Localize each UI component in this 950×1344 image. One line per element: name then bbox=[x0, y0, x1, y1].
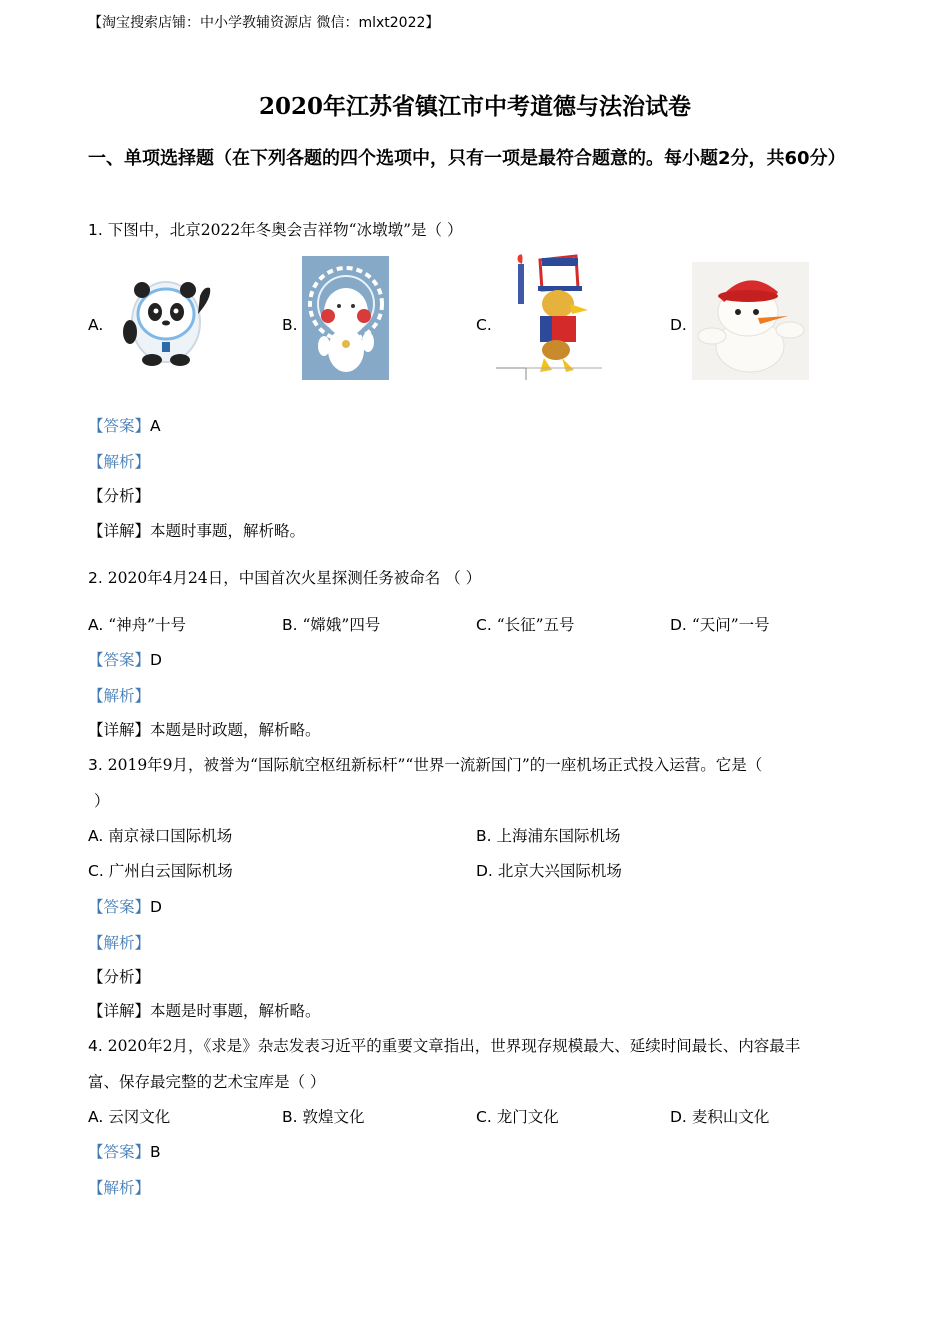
q2-detail: 【详解】本题是时政题，解析略。 bbox=[88, 721, 321, 739]
question-1 bbox=[88, 218, 462, 240]
mascot-panda-image bbox=[118, 268, 218, 368]
q1-fenxi-label: 【分析】 bbox=[88, 487, 151, 505]
question-text: 下图中，北京2022年冬奥会吉祥物“冰墩墩”是（ ） bbox=[107, 221, 463, 239]
q3-analysis-label: 【解析】 bbox=[88, 934, 151, 952]
q4-option-a[interactable]: A. 云冈文化 bbox=[88, 1108, 171, 1126]
q4-option-d[interactable]: D. 麦积山文化 bbox=[670, 1108, 770, 1126]
q4-analysis-label: 【解析】 bbox=[88, 1179, 151, 1197]
question-4-continued: 富、保存最完整的艺术宝库是（ ） bbox=[88, 1073, 326, 1091]
q1-answer: 【答案】A bbox=[88, 417, 161, 435]
q3-option-d[interactable]: D. 北京大兴国际机场 bbox=[476, 862, 622, 880]
q2-option-b[interactable]: B. “嫦娥”四号 bbox=[282, 616, 381, 634]
q1-option-a[interactable]: A. bbox=[88, 316, 104, 334]
q1-option-b[interactable]: B. bbox=[282, 316, 298, 334]
q2-option-d[interactable]: D. “天问”一号 bbox=[670, 616, 770, 634]
q1-option-c[interactable]: C. bbox=[476, 316, 492, 334]
question-3-continued: ） bbox=[94, 792, 110, 810]
q4-option-c[interactable]: C. 龙门文化 bbox=[476, 1108, 559, 1126]
q2-option-c[interactable]: C. “长征”五号 bbox=[476, 616, 575, 634]
mascot-eagle-image bbox=[496, 250, 602, 380]
q3-option-c[interactable]: C. 广州白云国际机场 bbox=[88, 862, 233, 880]
question-4: 4. 2020年2月，《求是》杂志发表习近平的重要文章指出，世界现存规模最大、延续时间最长、内容最丰 bbox=[88, 1037, 801, 1055]
q1-analysis-label: 【解析】 bbox=[88, 453, 151, 471]
mascot-snowman-image bbox=[692, 262, 809, 380]
q4-option-b[interactable]: B. 敦煌文化 bbox=[282, 1108, 365, 1126]
q4-answer: 【答案】B bbox=[88, 1143, 161, 1161]
q1-detail: 【详解】本题时事题，解析略。 bbox=[88, 522, 306, 540]
q3-option-a[interactable]: A. 南京禄口国际机场 bbox=[88, 827, 233, 845]
question-2: 2. 2020年4月24日，中国首次火星探测任务被命名 （ ） bbox=[88, 569, 482, 587]
q3-detail: 【详解】本题是时事题，解析略。 bbox=[88, 1002, 321, 1020]
section-heading: 一、单项选择题（在下列各题的四个选项中，只有一项是最符合题意的。每小题2分，共60分） bbox=[88, 148, 846, 169]
q3-fenxi-label: 【分析】 bbox=[88, 968, 151, 986]
q3-option-b[interactable]: B. 上海浦东国际机场 bbox=[476, 827, 621, 845]
q1-option-d[interactable]: D. bbox=[670, 316, 687, 334]
question-number: 1. bbox=[88, 221, 103, 239]
mascot-snowflake-image bbox=[302, 256, 389, 380]
q3-answer: 【答案】D bbox=[88, 898, 162, 916]
q2-analysis-label: 【解析】 bbox=[88, 687, 151, 705]
page-header-note: 【淘宝搜索店铺：中小学教辅资源店 微信：mlxt2022】 bbox=[88, 15, 440, 31]
page-title: 2020年江苏省镇江市中考道德与法治试卷 bbox=[258, 93, 691, 120]
q2-answer: 【答案】D bbox=[88, 651, 162, 669]
q2-option-a[interactable]: A. “神舟”十号 bbox=[88, 616, 187, 634]
question-3: 3. 2019年9月，被誉为“国际航空枢纽新标杆”“世界一流新国门”的一座机场正式投入运营。它是（ bbox=[88, 756, 763, 774]
